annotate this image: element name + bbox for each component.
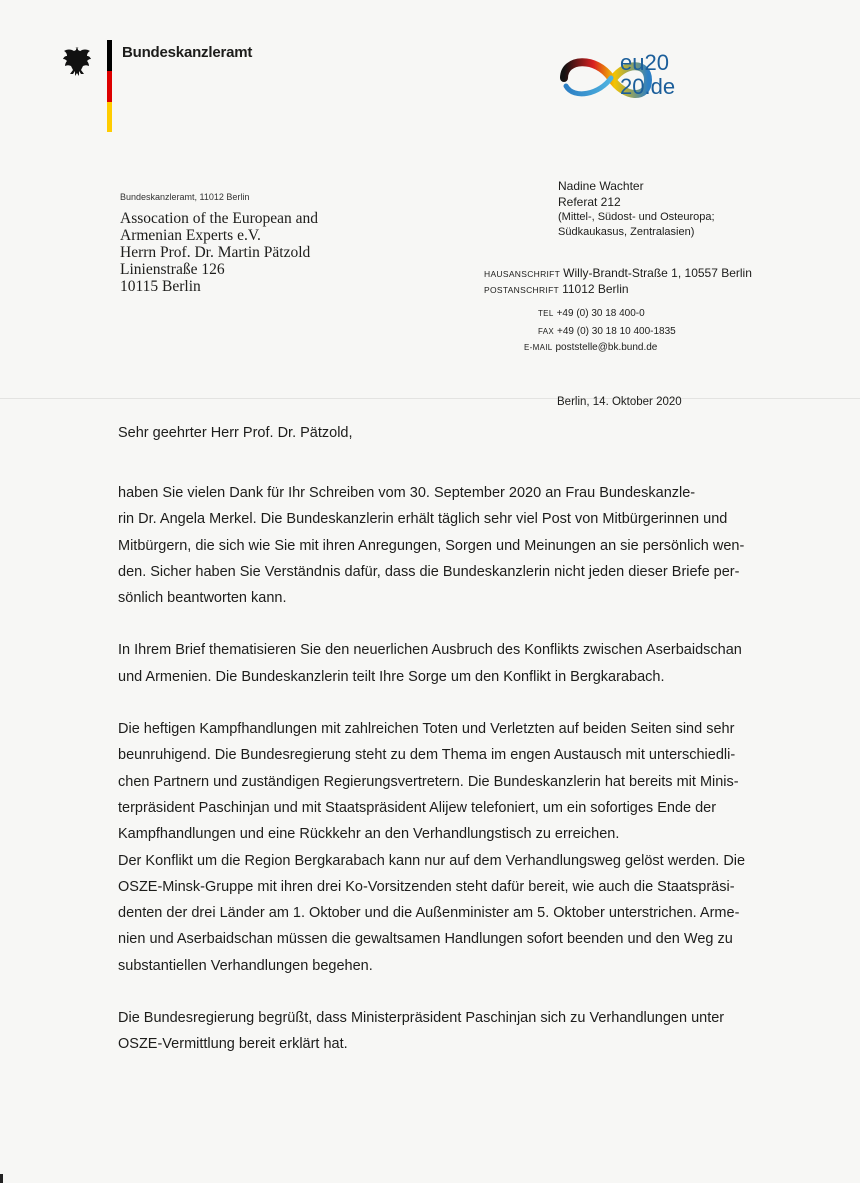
text-line: Die heftigen Kampfhandlungen mit zahlreichen Toten und Verletzten auf beiden Seiten sind sehr: [118, 721, 735, 738]
recipient-line: Linienstraße 126: [120, 261, 225, 278]
text-line: Der Konflikt um die Region Bergkarabach kann nur auf dem Verhandlungsweg gelöst werden. Die: [118, 852, 746, 869]
paragraph: [118, 1005, 758, 1058]
text-line: haben Sie vielen Dank für Ihr Schreiben vom 30. September 2020 an Frau Bundeskanzle-: [118, 485, 696, 501]
fax-label: FAX: [538, 327, 555, 336]
fax-value: +49 (0) 30 18 10 400-1835: [557, 326, 676, 337]
tel-value: +49 (0) 30 18 400-0: [556, 308, 645, 319]
email-value: poststelle@bk.bund.de: [555, 342, 658, 353]
tel-label: TEL: [538, 309, 554, 318]
recipient-line: Herrn Prof. Dr. Martin Pätzold: [120, 244, 311, 261]
infinity-ribbon-icon: [556, 50, 726, 110]
text-line: den. Sicher haben Sie Verständnis dafür, dass die Bundeskanzlerin nicht jeden dieser Briefe per-: [118, 563, 740, 580]
hausanschrift-row: [484, 266, 752, 280]
text-line: chen Partnern und zuständigen Regierungsvertretern. Die Bundeskanzlerin hat bereits mit Minis-: [118, 773, 739, 790]
paragraph: [118, 637, 758, 690]
hausanschrift-value: Willy-Brandt-Straße 1, 10557 Berlin: [563, 266, 752, 280]
eu-logo-line1: eu20: [620, 50, 669, 75]
text-line: Kampfhandlungen und eine Rückkehr an den Verhandlungstisch zu erreichen.: [118, 826, 620, 843]
recipient-line: Armenian Experts e.V.: [120, 227, 261, 244]
email-row: [524, 342, 657, 353]
text-line: Die Bundesregierung begrüßt, dass Ministerpräsident Paschinjan sich zu Verhandlungen unter: [118, 1010, 725, 1027]
fax-row: [538, 326, 676, 337]
organization-name: Bundeskanzleramt: [122, 44, 253, 61]
sender-block: [558, 178, 715, 240]
tel-row: [538, 308, 645, 319]
return-address: Bundeskanzleramt, 11012 Berlin: [120, 192, 250, 202]
text-line: und Armenien. Die Bundeskanzlerin teilt Ihre Sorge um den Konflikt in Bergkarabach.: [118, 668, 665, 685]
text-line: OSZE-Minsk-Gruppe mit ihren drei Ko-Vorsitzenden steht dafür bereit, wie auch die Staatspräsi-: [118, 878, 735, 895]
email-label: E-MAIL: [524, 343, 553, 352]
federal-eagle-icon: [62, 44, 96, 82]
recipient-address: [120, 210, 318, 295]
scan-mark: [0, 1174, 3, 1183]
text-line: OSZE-Vermittlung bereit erklärt hat.: [118, 1036, 348, 1053]
sender-unit-detail: (Mittel-, Südost- und Osteuropa;: [558, 211, 715, 223]
sender-unit-detail: Südkaukasus, Zentralasien): [558, 226, 695, 238]
recipient-line: Assocation of the European and: [120, 210, 318, 227]
text-line: In Ihrem Brief thematisieren Sie den neuerlichen Ausbruch des Konflikts zwischen Aserbaidschan: [118, 642, 742, 659]
text-line: beunruhigend. Die Bundesregierung steht zu dem Thema im engen Austausch mit unterschiedli-: [118, 747, 736, 764]
eu-logo-line2: 20.de: [620, 74, 676, 99]
fold-line: [0, 398, 860, 399]
text-line: sönlich beantworten kann.: [118, 590, 287, 607]
text-line: denten der drei Länder am 1. Oktober und die Außenminister am 5. Oktober unterstrichen. Arme-: [118, 905, 740, 922]
hausanschrift-label: HAUSANSCHRIFT: [484, 269, 561, 279]
federal-flag-bar: [107, 40, 112, 132]
text-line: substantiellen Verhandlungen begehen.: [118, 957, 373, 974]
sender-name: Nadine Wachter: [558, 179, 644, 193]
paragraph: [118, 716, 758, 847]
text-line: Mitbürgern, die sich wie Sie mit ihren Anregungen, Sorgen und Meinungen an sie persönlich wen-: [118, 537, 745, 554]
paragraph: [118, 480, 758, 611]
letter-body: [118, 480, 758, 1084]
letter-date: Berlin, 14. Oktober 2020: [557, 396, 682, 408]
sender-unit: Referat 212: [558, 195, 621, 209]
postanschrift-row: [484, 282, 629, 296]
paragraph: [118, 848, 758, 979]
text-line: nien und Aserbaidschan müssen die gewaltsamen Handlungen sofort beenden und den Weg zu: [118, 931, 733, 948]
postanschrift-label: POSTANSCHRIFT: [484, 285, 560, 295]
recipient-line: 10115 Berlin: [120, 278, 201, 295]
text-line: terpräsident Paschinjan und mit Staatspräsident Alijew telefoniert, um ein sofortiges Ende der: [118, 799, 717, 816]
eu2020-logo: [556, 50, 726, 110]
salutation: Sehr geehrter Herr Prof. Dr. Pätzold,: [118, 425, 353, 441]
text-line: rin Dr. Angela Merkel. Die Bundeskanzlerin erhält täglich sehr viel Post von Mitbürgerinnen und: [118, 511, 728, 528]
postanschrift-value: 11012 Berlin: [562, 282, 629, 296]
